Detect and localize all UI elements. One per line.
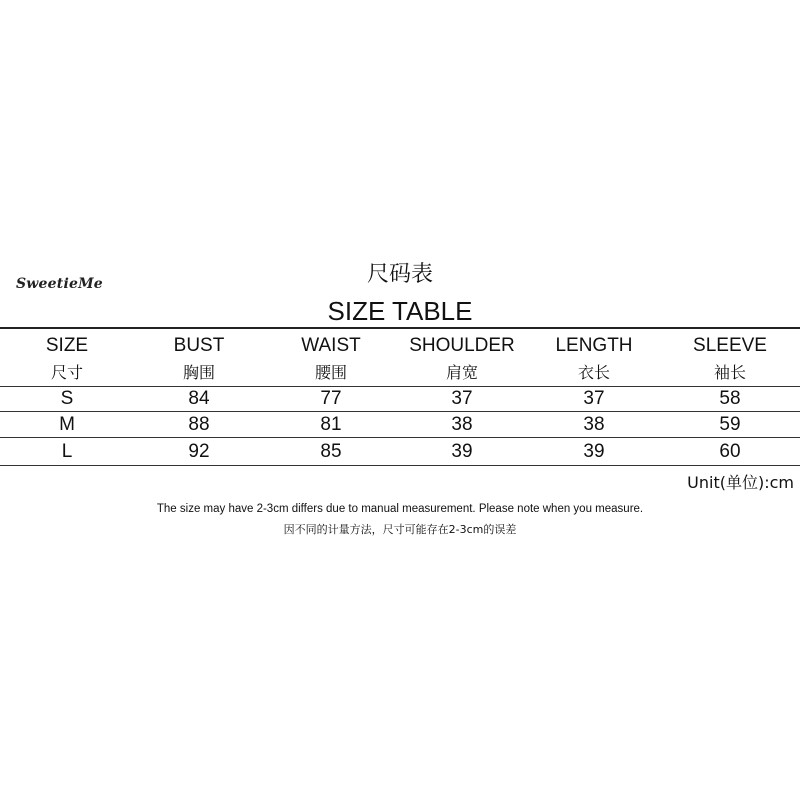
table-cell: S <box>60 388 74 409</box>
table-cell: 81 <box>320 414 342 435</box>
table-row-rule <box>0 437 800 438</box>
unit-label: Unit(单位):cm <box>687 473 794 492</box>
header-waist-cn: 腰围 <box>314 363 347 382</box>
table-cell: 58 <box>719 388 741 409</box>
table-cell: 38 <box>583 414 605 435</box>
table-cell: 37 <box>451 388 473 409</box>
table-cell: 37 <box>583 388 605 409</box>
header-shoulder: SHOULDER <box>409 335 515 356</box>
table-header-rule <box>0 386 800 387</box>
table-cell: 59 <box>719 414 741 435</box>
header-shoulder-cn: 肩宽 <box>445 363 478 382</box>
header-sleeve-cn: 袖长 <box>713 363 746 382</box>
table-bottom-rule <box>0 465 800 466</box>
header-waist: WAIST <box>301 335 361 356</box>
measurement-note-english: The size may have 2-3cm differs due to manual measurement. Please note when you measure. <box>156 503 644 515</box>
header-size-cn: 尺寸 <box>50 363 83 382</box>
header-bust-cn: 胸围 <box>182 363 215 382</box>
table-cell: 39 <box>583 441 605 462</box>
table-cell: 85 <box>320 441 342 462</box>
header-length: LENGTH <box>555 335 633 356</box>
header-bust: BUST <box>173 335 225 356</box>
header-sleeve: SLEEVE <box>693 335 767 356</box>
table-row-rule <box>0 411 800 412</box>
table-cell: M <box>59 414 75 435</box>
table-cell: 38 <box>451 414 473 435</box>
title-english: SIZE TABLE <box>327 296 473 326</box>
table-cell: 60 <box>719 441 741 462</box>
header-size: SIZE <box>45 335 89 356</box>
header-length-cn: 衣长 <box>577 363 610 382</box>
table-top-rule <box>0 327 800 329</box>
table-cell: 77 <box>320 388 342 409</box>
measurement-note-chinese: 因不同的计量方法，尺寸可能存在2-3cm的误差 <box>283 523 517 536</box>
table-cell: L <box>61 441 73 462</box>
title-chinese: 尺码表 <box>366 262 433 287</box>
table-cell: 92 <box>188 441 210 462</box>
table-cell: 39 <box>451 441 473 462</box>
table-cell: 84 <box>188 388 210 409</box>
table-cell: 88 <box>188 414 210 435</box>
brand-logo: SweetieMe <box>16 276 103 292</box>
